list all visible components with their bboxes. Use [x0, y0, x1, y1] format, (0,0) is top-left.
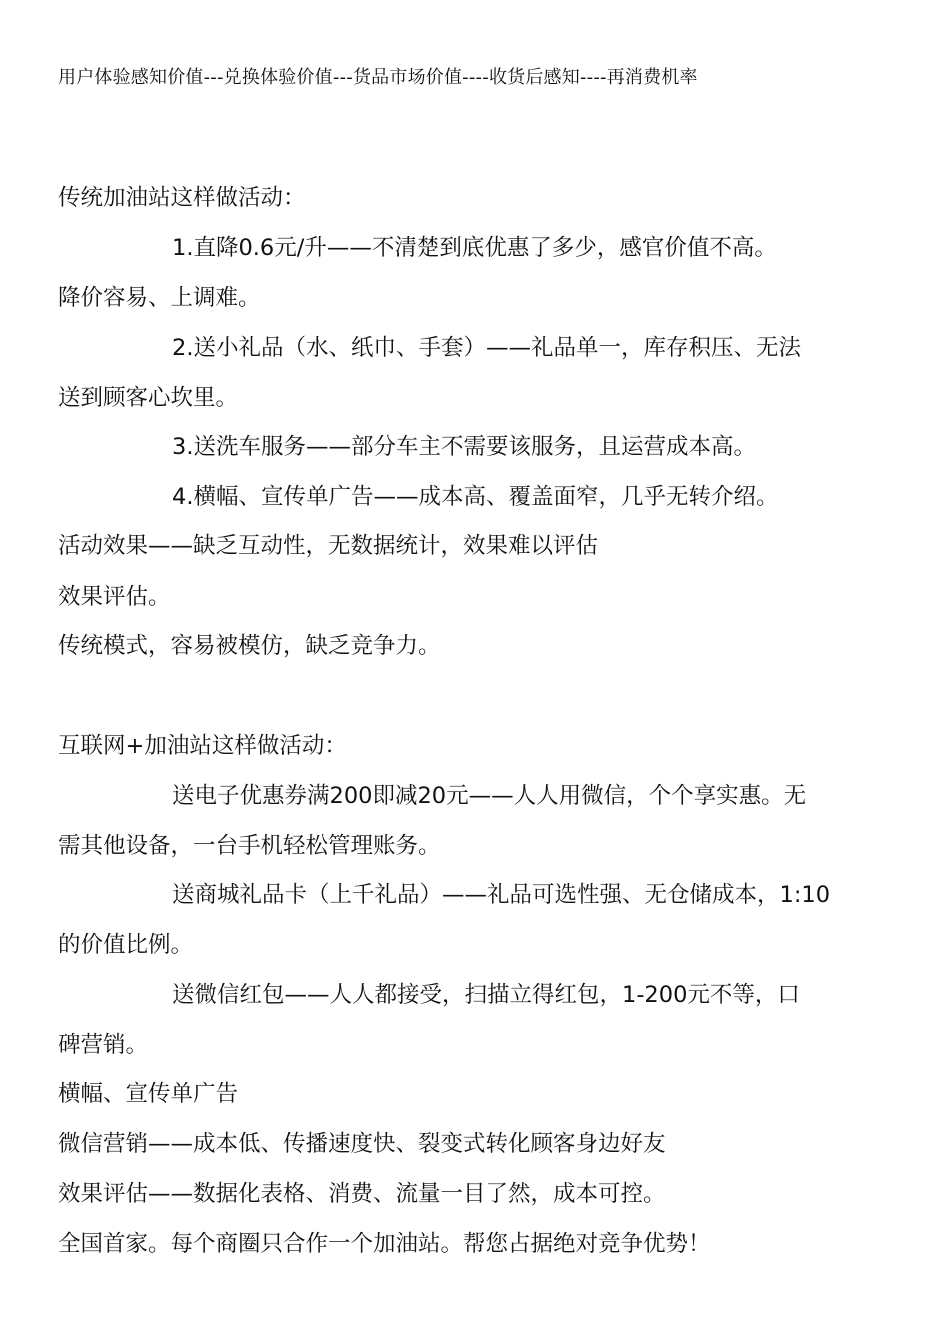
- traditional-section-title: 传统加油站这样做活动：: [58, 185, 306, 211]
- traditional-item-1-line-2: 降价容易、上调难。: [58, 285, 261, 311]
- header-value-chain: 用户体验感知价值---兑换体验价值---货品市场价值----收货后感知----再消费机率: [58, 67, 698, 88]
- internet-wechat-marketing: 微信营销——成本低、传播速度快、裂变式转化顾客身边好友: [58, 1131, 666, 1157]
- internet-section-title: 互联网+加油站这样做活动：: [58, 733, 347, 759]
- internet-item-3-line-1: 送微信红包——人人都接受，扫描立得红包，1-200元不等，口: [172, 982, 800, 1008]
- traditional-item-2-line-2: 送到顾客心坎里。: [58, 385, 239, 411]
- traditional-effect-line-2: 效果评估。: [58, 584, 171, 610]
- internet-banner: 横幅、宣传单广告: [58, 1081, 239, 1107]
- internet-effect: 效果评估——数据化表格、消费、流量一目了然，成本可控。: [58, 1181, 666, 1207]
- traditional-item-2-line-1: 2.送小礼品（水、纸巾、手套）——礼品单一，库存积压、无法: [172, 335, 801, 361]
- internet-item-2-line-1: 送商城礼品卡（上千礼品）——礼品可选性强、无仓储成本，1:10: [172, 882, 831, 908]
- traditional-mode: 传统模式，容易被模仿，缺乏竞争力。: [58, 633, 441, 659]
- internet-item-1-line-1: 送电子优惠券满200即减20元——人人用微信，个个享实惠。无: [172, 783, 807, 809]
- traditional-effect-line-1: 活动效果——缺乏互动性，无数据统计，效果难以评估: [58, 533, 599, 559]
- internet-item-3-line-2: 碑营销。: [58, 1032, 149, 1058]
- internet-item-2-line-2: 的价值比例。: [58, 932, 194, 958]
- internet-closing: 全国首家。每个商圈只合作一个加油站。帮您占据绝对竞争优势！: [58, 1231, 711, 1257]
- internet-item-1-line-2: 需其他设备，一台手机轻松管理账务。: [58, 833, 441, 859]
- traditional-item-4: 4.横幅、宣传单广告——成本高、覆盖面窄，几乎无转介绍。: [172, 484, 779, 510]
- traditional-item-3: 3.送洗车服务——部分车主不需要该服务，且运营成本高。: [172, 434, 756, 460]
- traditional-item-1-line-1: 1.直降0.6元/升——不清楚到底优惠了多少，感官价值不高。: [172, 235, 777, 261]
